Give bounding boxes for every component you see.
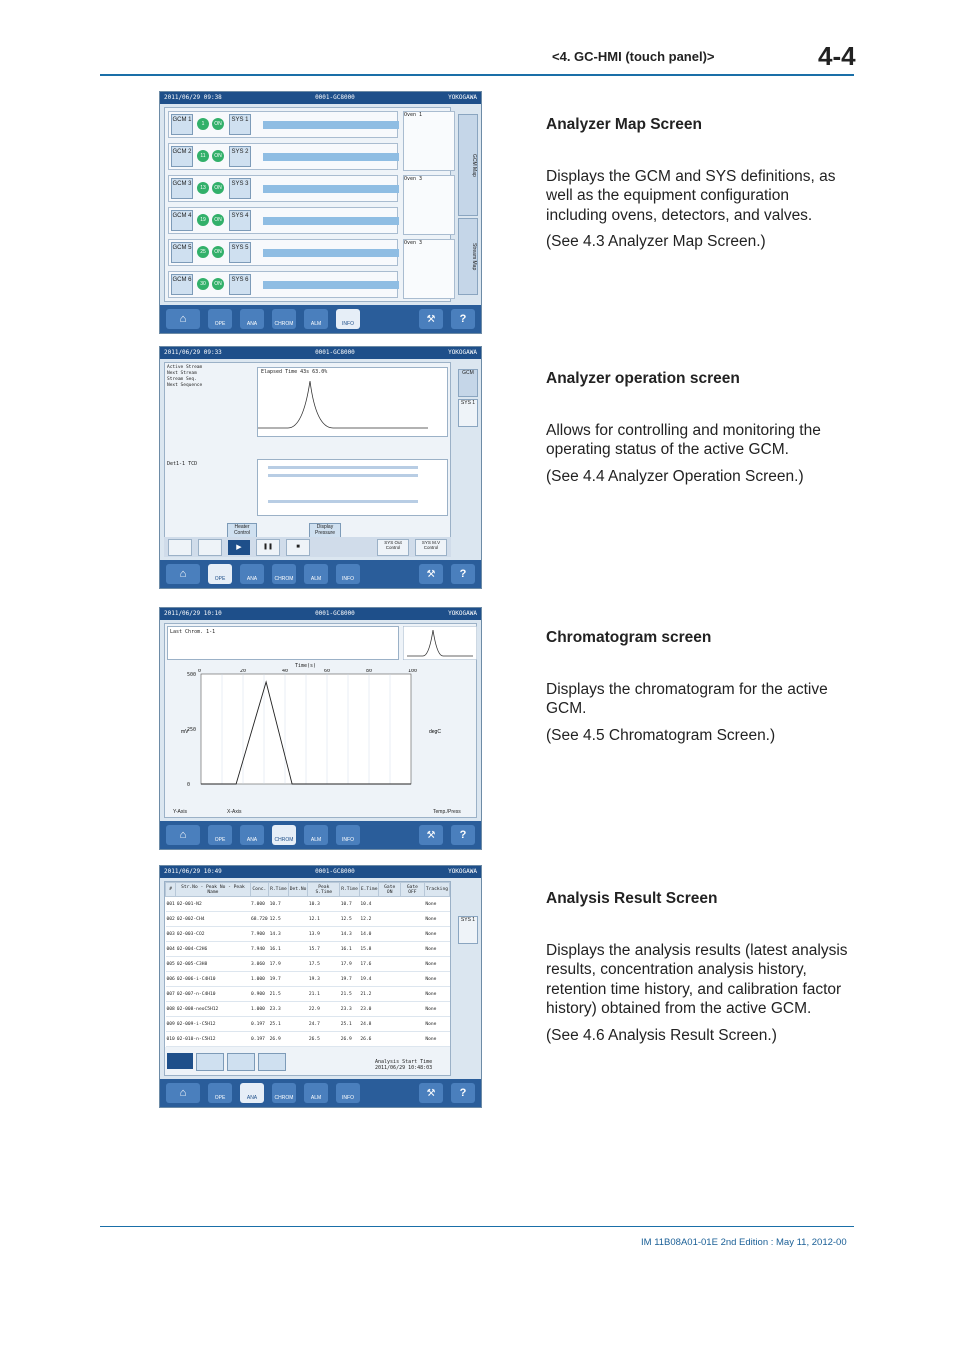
table-cell: 23.3 <box>269 1002 289 1017</box>
table-cell <box>288 1017 308 1032</box>
header-rule <box>100 74 854 76</box>
time-axis-label: Time(s) <box>295 663 317 669</box>
table-cell: 0.197 <box>250 1032 269 1047</box>
mini-peak <box>258 376 428 431</box>
heater-control-button[interactable]: Heater Control <box>227 523 257 541</box>
map-content <box>164 107 451 302</box>
table-cell: 23.0 <box>359 1002 379 1017</box>
ope-button[interactable]: OPE <box>208 1083 232 1103</box>
stream-dot: 25 <box>197 246 209 258</box>
title-bar <box>160 92 481 104</box>
gcm-label[interactable]: GCM 5 <box>171 242 193 263</box>
table-cell: 24.7 <box>308 1017 340 1032</box>
gcm-row[interactable] <box>168 207 398 234</box>
desc-ref: (See 4.3 Analyzer Map Screen.) <box>546 233 766 250</box>
table-cell: 0.900 <box>250 987 269 1002</box>
table-cell <box>288 897 308 912</box>
timestamp: 2011/06/29 09:33 <box>164 349 222 356</box>
table-cell: 13.9 <box>308 927 340 942</box>
desc-operation <box>546 369 854 486</box>
table-row[interactable] <box>166 972 450 987</box>
table-cell: 14.0 <box>359 927 379 942</box>
table-cell: None <box>424 957 449 972</box>
info-button[interactable]: INFO <box>336 825 360 845</box>
table-cell <box>288 927 308 942</box>
stream-dot: 13 <box>197 182 209 194</box>
table-cell: 17.5 <box>308 957 340 972</box>
table-cell: 23.3 <box>340 1002 360 1017</box>
table-cell <box>400 1017 424 1032</box>
desc-body: Displays the analysis results (latest analysis results, concentration analysis history, retention time history, and calibration factor history) obtained from the active GCM. <box>546 941 848 1017</box>
home-button[interactable]: ⌂ <box>166 825 200 845</box>
gcm-row[interactable] <box>168 175 398 202</box>
table-row[interactable] <box>166 987 450 1002</box>
table-cell: 1.000 <box>250 1002 269 1017</box>
table-cell: 25.1 <box>340 1017 360 1032</box>
gcm-label[interactable]: GCM 6 <box>171 274 193 295</box>
ana-button[interactable]: ANA <box>240 825 264 845</box>
table-cell: 3.060 <box>250 957 269 972</box>
y-tick-label: 0 <box>187 782 191 788</box>
wrench-icon[interactable]: ⚒ <box>419 564 443 584</box>
tab-gcm[interactable]: GCM <box>458 369 478 397</box>
table-cell: 7.000 <box>250 897 269 912</box>
ope-button[interactable]: OPE <box>208 825 232 845</box>
nav-bar <box>160 560 481 588</box>
table-cell: 26.9 <box>269 1032 289 1047</box>
table-cell: 17.9 <box>269 957 289 972</box>
y-unit: mV <box>181 729 189 735</box>
column-header: Str.No - Peak No - Peak Name <box>176 883 250 897</box>
table-row[interactable] <box>166 897 450 912</box>
table-cell: 02-005-C3H8 <box>176 957 250 972</box>
table-cell: 26.5 <box>308 1032 340 1047</box>
column-header: Gate ON <box>379 883 400 897</box>
table-cell: 12.5 <box>269 912 289 927</box>
table-cell <box>379 942 400 957</box>
table-cell: None <box>424 897 449 912</box>
on-dot: ON <box>212 214 224 226</box>
on-dot: ON <box>212 118 224 130</box>
table-cell: None <box>424 972 449 987</box>
tab-sys1[interactable]: SYS 1 <box>458 916 478 944</box>
table-cell <box>400 957 424 972</box>
table-cell: None <box>424 1032 449 1047</box>
analyzer-name: 0001-GC8000 <box>315 868 355 875</box>
table-cell: 010 <box>166 1032 176 1047</box>
analyzer-map-screenshot <box>159 91 482 334</box>
operation-content <box>164 362 451 552</box>
table-cell: 001 <box>166 897 176 912</box>
table-cell <box>288 1002 308 1017</box>
table-cell: None <box>424 927 449 942</box>
y-tick-label: 250 <box>187 727 197 733</box>
table-row[interactable] <box>166 957 450 972</box>
desc-map <box>546 115 854 252</box>
column-header: Tracking <box>424 883 449 897</box>
table-row[interactable] <box>166 1017 450 1032</box>
table-cell <box>379 1017 400 1032</box>
on-dot: ON <box>212 278 224 290</box>
table-cell: 21.2 <box>359 987 379 1002</box>
tab-gcm-map[interactable]: GCM Map <box>458 114 478 216</box>
desc-title: Analysis Result Screen <box>546 890 718 907</box>
desc-ref: (See 4.4 Analyzer Operation Screen.) <box>546 467 804 485</box>
table-cell: 02-007-n-C4H10 <box>176 987 250 1002</box>
table-cell <box>288 987 308 1002</box>
column-header: Gate OFF <box>400 883 424 897</box>
table-cell <box>400 912 424 927</box>
desc-title: Analyzer Map Screen <box>546 116 702 133</box>
table-cell: 25.1 <box>269 1017 289 1032</box>
timestamp: 2011/06/29 10:10 <box>164 610 222 617</box>
table-cell <box>379 912 400 927</box>
desc-ref: (See 4.6 Analysis Result Screen.) <box>546 1026 777 1044</box>
x-axis-label: X-Axis <box>227 809 242 815</box>
table-cell: 22.9 <box>308 1002 340 1017</box>
alm-button[interactable]: ALM <box>304 825 328 845</box>
chromatogram-content <box>164 623 477 818</box>
elapsed-label: Elapsed Time 43s 63.0% <box>261 369 328 375</box>
table-cell <box>400 927 424 942</box>
table-cell <box>400 942 424 957</box>
result-content <box>164 881 451 1076</box>
footer-text: IM 11B08A01-01E 2nd Edition : May 11, 2012-00 <box>641 1237 847 1248</box>
table-cell: 009 <box>166 1017 176 1032</box>
sys-mv-control-button[interactable]: SYS M.V Control <box>415 539 447 556</box>
gcm-row[interactable] <box>168 111 398 138</box>
valve-timeline <box>257 459 448 516</box>
table-cell: 02-004-C2H6 <box>176 942 250 957</box>
title-bar <box>160 866 481 878</box>
section-header: <4. GC-HMI (touch panel)> <box>552 49 715 64</box>
page-number: 4-4 <box>818 41 856 71</box>
table-cell: 14.3 <box>269 927 289 942</box>
table-cell: 19.7 <box>340 972 360 987</box>
elapsed-plot <box>257 367 448 437</box>
sys-label[interactable]: SYS 2 <box>229 146 251 167</box>
ope-button[interactable]: OPE <box>208 309 232 329</box>
table-cell: 10.7 <box>269 897 289 912</box>
table-cell: 002 <box>166 912 176 927</box>
table-cell: 21.5 <box>269 987 289 1002</box>
sys-label[interactable]: SYS 4 <box>229 210 251 231</box>
table-cell: 0.197 <box>250 1017 269 1032</box>
analyzer-name: 0001-GC8000 <box>315 94 355 101</box>
table-cell: 006 <box>166 972 176 987</box>
x-tick-label: 40 <box>282 669 289 674</box>
table-cell: 10.3 <box>308 897 340 912</box>
brand-label: YOKOGAWA <box>448 349 477 356</box>
sys-out-control-button[interactable]: SYS Out Control <box>377 539 409 556</box>
stream-bar <box>263 281 399 289</box>
on-dot: ON <box>212 182 224 194</box>
table-row[interactable] <box>166 1032 450 1047</box>
gcm-label[interactable]: GCM 3 <box>171 178 193 199</box>
column-header: # <box>166 883 176 897</box>
table-cell <box>379 897 400 912</box>
table-cell: 02-006-i-C4H10 <box>176 972 250 987</box>
column-header: Det.No <box>288 883 308 897</box>
table-cell: 17.9 <box>340 957 360 972</box>
table-cell: 68.720 <box>250 912 269 927</box>
table-cell <box>379 927 400 942</box>
tab-sys1[interactable]: SYS 1 <box>458 399 478 427</box>
analysis-start-time: Analysis Start Time 2011/06/29 10:48:03 <box>375 1059 433 1071</box>
desc-body: Allows for controlling and monitoring the operating status of the active GCM. <box>546 421 821 458</box>
gcm-row[interactable] <box>168 271 398 298</box>
table-cell: 007 <box>166 987 176 1002</box>
table-cell <box>400 897 424 912</box>
sys-label[interactable]: SYS 1 <box>229 114 251 135</box>
wrench-icon[interactable]: ⚒ <box>419 309 443 329</box>
table-cell: 21.5 <box>340 987 360 1002</box>
table-cell <box>379 987 400 1002</box>
table-cell <box>400 987 424 1002</box>
control-strip <box>164 537 451 557</box>
wrench-icon[interactable]: ⚒ <box>419 1083 443 1103</box>
table-cell: 24.8 <box>359 1017 379 1032</box>
table-cell: 16.1 <box>340 942 360 957</box>
nav-bar <box>160 1079 481 1107</box>
stream-bar <box>263 217 399 225</box>
table-cell: 15.7 <box>308 942 340 957</box>
stream-bar <box>263 249 399 257</box>
chrom-button[interactable]: CHROM <box>272 564 296 584</box>
y-axis-label: Y-Axis <box>173 809 187 815</box>
ana-button[interactable]: ANA <box>240 309 264 329</box>
stream-dot: 30 <box>197 278 209 290</box>
table-cell <box>379 957 400 972</box>
detector-label: Det1-1 TCD <box>167 461 198 467</box>
desc-ref: (See 4.5 Chromatogram Screen.) <box>546 726 776 744</box>
sys-label[interactable]: SYS 6 <box>229 274 251 295</box>
table-cell: None <box>424 987 449 1002</box>
table-row[interactable] <box>166 942 450 957</box>
brand-label: YOKOGAWA <box>448 868 477 875</box>
table-cell: 17.6 <box>359 957 379 972</box>
gcm-row[interactable] <box>168 143 398 170</box>
alm-button[interactable]: ALM <box>304 309 328 329</box>
stream-dot: 11 <box>197 150 209 162</box>
home-button[interactable]: ⌂ <box>166 1083 200 1103</box>
table-cell: None <box>424 912 449 927</box>
brand-label: YOKOGAWA <box>448 610 477 617</box>
oven-box[interactable]: Oven 1 <box>403 111 455 171</box>
title-bar <box>160 608 481 620</box>
display-pressure-button[interactable]: Display Pressure <box>309 523 341 541</box>
column-header: R.Time <box>340 883 360 897</box>
table-cell: 005 <box>166 957 176 972</box>
tab-stream-map[interactable]: Stream Map <box>458 218 478 295</box>
chromatogram-plot <box>165 669 475 809</box>
table-cell <box>379 972 400 987</box>
desc-result <box>546 889 854 1045</box>
sys-label[interactable]: SYS 3 <box>229 178 251 199</box>
gcm-label[interactable]: GCM 4 <box>171 210 193 231</box>
table-cell: 26.6 <box>359 1032 379 1047</box>
table-cell <box>400 972 424 987</box>
nav-bar <box>160 305 481 333</box>
x-tick-label: 60 <box>324 669 331 674</box>
table-cell: None <box>424 1002 449 1017</box>
analysis-result-screenshot <box>159 865 482 1108</box>
table-cell: 12.1 <box>308 912 340 927</box>
brand-label: YOKOGAWA <box>448 94 477 101</box>
table-cell: 1.000 <box>250 972 269 987</box>
stream-dot: 1 <box>197 118 209 130</box>
chrom-button[interactable]: CHROM <box>272 825 296 845</box>
table-cell: 19.3 <box>308 972 340 987</box>
pause-button[interactable]: ❚❚ <box>256 539 280 556</box>
help-icon[interactable]: ? <box>451 825 475 845</box>
desc-body: Displays the GCM and SYS definitions, as well as the equipment configuration including ovens, detectors, and valves. <box>546 167 836 224</box>
table-cell: 7.940 <box>250 942 269 957</box>
table-row[interactable] <box>166 1002 450 1017</box>
table-cell <box>288 912 308 927</box>
x-tick-label: 0 <box>198 669 202 674</box>
x-tick-label: 20 <box>240 669 247 674</box>
analyzer-name: 0001-GC8000 <box>315 610 355 617</box>
table-cell <box>400 1032 424 1047</box>
table-cell: 02-009-i-C5H12 <box>176 1017 250 1032</box>
stream-bar <box>263 185 399 193</box>
table-cell: None <box>424 1017 449 1032</box>
table-cell: 008 <box>166 1002 176 1017</box>
nav-bar <box>160 821 481 849</box>
alm-button[interactable]: ALM <box>304 564 328 584</box>
help-icon[interactable]: ? <box>451 309 475 329</box>
info-button[interactable]: INFO <box>336 564 360 584</box>
footer-rule <box>100 1226 854 1227</box>
table-cell: 02-003-CO2 <box>176 927 250 942</box>
table-cell: 19.4 <box>359 972 379 987</box>
home-button[interactable]: ⌂ <box>166 564 200 584</box>
table-cell: 10.4 <box>359 897 379 912</box>
ana-button[interactable]: ANA <box>240 1083 264 1103</box>
table-cell: 19.7 <box>269 972 289 987</box>
table-cell: 02-002-CH4 <box>176 912 250 927</box>
gcm-label[interactable]: GCM 2 <box>171 146 193 167</box>
oven-box[interactable]: Oven 3 <box>403 239 455 299</box>
title-bar <box>160 347 481 359</box>
column-header: Conc. <box>250 883 269 897</box>
column-header: R.Time <box>269 883 289 897</box>
desc-title: Analyzer operation screen <box>546 370 740 387</box>
table-cell: 02-001-N2 <box>176 897 250 912</box>
table-row[interactable] <box>166 912 450 927</box>
table-cell: 02-010-n-C5H12 <box>176 1032 250 1047</box>
table-cell: 26.9 <box>340 1032 360 1047</box>
gcm-row[interactable] <box>168 239 398 266</box>
result-table <box>165 882 450 1047</box>
temp-press-label: Temp./Press <box>433 809 461 815</box>
table-cell: 12.2 <box>359 912 379 927</box>
table-cell: 21.1 <box>308 987 340 1002</box>
gcm-label[interactable]: GCM 1 <box>171 114 193 135</box>
timestamp: 2011/06/29 10:49 <box>164 868 222 875</box>
ana-button[interactable]: ANA <box>240 564 264 584</box>
y-tick-label: 500 <box>187 672 197 678</box>
column-header: E.Time <box>359 883 379 897</box>
on-dot: ON <box>212 150 224 162</box>
stop-button[interactable]: ■ <box>286 539 310 556</box>
table-cell <box>288 942 308 957</box>
alm-button[interactable]: ALM <box>304 1083 328 1103</box>
oven-box[interactable]: Oven 3 <box>403 175 455 235</box>
sys-label[interactable]: SYS 5 <box>229 242 251 263</box>
table-cell: 16.1 <box>269 942 289 957</box>
table-cell: None <box>424 942 449 957</box>
stream-bar <box>263 121 399 129</box>
analyzer-operation-screenshot <box>159 346 482 589</box>
table-cell <box>288 1032 308 1047</box>
help-icon[interactable]: ? <box>451 564 475 584</box>
column-header: Peak S.Time <box>308 883 340 897</box>
table-row[interactable] <box>166 927 450 942</box>
table-cell <box>379 1002 400 1017</box>
chrom-button[interactable]: CHROM <box>272 309 296 329</box>
stream-info: Active Stream Next Stream Stream Seq. Next Sequence <box>167 365 203 388</box>
analyzer-name: 0001-GC8000 <box>315 349 355 356</box>
table-cell: 7.900 <box>250 927 269 942</box>
stream-bar <box>263 153 399 161</box>
help-icon[interactable]: ? <box>451 1083 475 1103</box>
desc-chromatogram <box>546 628 854 745</box>
table-cell: 12.5 <box>340 912 360 927</box>
timestamp: 2011/06/29 09:38 <box>164 94 222 101</box>
info-button[interactable]: INFO <box>336 1083 360 1103</box>
desc-body: Displays the chromatogram for the active GCM. <box>546 680 828 717</box>
chromatogram-screenshot <box>159 607 482 850</box>
desc-title: Chromatogram screen <box>546 629 712 646</box>
table-cell: 14.3 <box>340 927 360 942</box>
x-tick-label: 100 <box>408 669 418 674</box>
ope-button[interactable]: OPE <box>208 564 232 584</box>
chrom-list: Last Chrom. 1-1 <box>167 626 399 660</box>
stream-dot: 19 <box>197 214 209 226</box>
home-button[interactable]: ⌂ <box>166 309 200 329</box>
result-toolbar <box>167 1053 286 1071</box>
play-button[interactable]: ▶ <box>228 540 250 555</box>
table-cell <box>379 1032 400 1047</box>
wrench-icon[interactable]: ⚒ <box>419 825 443 845</box>
x-tick-label: 80 <box>366 669 373 674</box>
table-cell <box>288 957 308 972</box>
table-cell: 10.7 <box>340 897 360 912</box>
table-cell: 004 <box>166 942 176 957</box>
table-cell <box>400 1002 424 1017</box>
table-cell: 003 <box>166 927 176 942</box>
y2-unit: degC <box>429 729 441 735</box>
chrom-thumbnail <box>403 626 477 660</box>
table-cell <box>288 972 308 987</box>
on-dot: ON <box>212 246 224 258</box>
table-cell: 15.8 <box>359 942 379 957</box>
chrom-button[interactable]: CHROM <box>272 1083 296 1103</box>
table-cell: 02-008-neoC5H12 <box>176 1002 250 1017</box>
info-button[interactable]: INFO <box>336 309 360 329</box>
